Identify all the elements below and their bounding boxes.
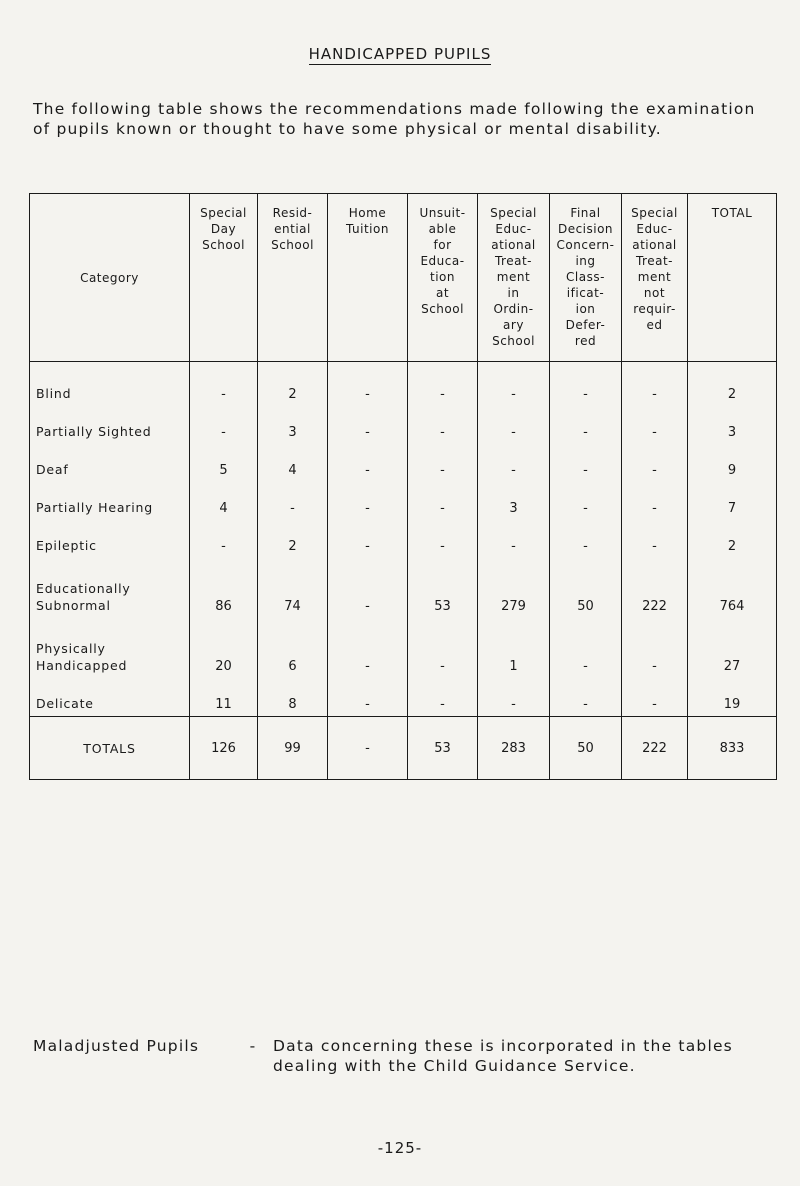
table-cell: 74: [258, 558, 328, 618]
row-category: Physically Handicapped: [30, 618, 190, 678]
table-cell: -: [328, 520, 408, 558]
table-cell: -: [550, 482, 622, 520]
table-cell: -: [258, 482, 328, 520]
table-cell: 50: [550, 717, 622, 780]
table-cell: 27: [688, 618, 777, 678]
table-row: [30, 678, 777, 717]
table-cell: 2: [258, 520, 328, 558]
table-cell: 8: [258, 678, 328, 717]
table-cell: 99: [258, 717, 328, 780]
table-cell: -: [328, 558, 408, 618]
table-cell: -: [408, 520, 478, 558]
table-cell: -: [550, 362, 622, 407]
table-cell: 764: [688, 558, 777, 618]
table-cell: -: [478, 520, 550, 558]
column-header: Special Educ- ational Treat- ment not requir- ed: [622, 194, 688, 362]
table-row: [30, 406, 777, 444]
table-row: [30, 444, 777, 482]
table-cell: -: [328, 717, 408, 780]
table-cell: 4: [258, 444, 328, 482]
table-cell: -: [550, 678, 622, 717]
table-cell: 11: [190, 678, 258, 717]
table-cell: -: [328, 482, 408, 520]
table-cell: 3: [258, 406, 328, 444]
table-cell: 2: [258, 362, 328, 407]
column-header: Home Tuition: [328, 194, 408, 362]
column-header: Special Educ- ational Treat- ment in Ordin- ary School: [478, 194, 550, 362]
table-cell: -: [622, 520, 688, 558]
table-cell: -: [190, 406, 258, 444]
column-header-category: Category: [30, 194, 190, 362]
row-category: Delicate: [30, 678, 190, 717]
page-number: -125-: [377, 1139, 423, 1157]
table-cell: 2: [688, 520, 777, 558]
column-header: Unsuit- able for Educa- tion at School: [408, 194, 478, 362]
table-cell: 222: [622, 717, 688, 780]
table-cell: 9: [688, 444, 777, 482]
table-cell: 283: [478, 717, 550, 780]
table-cell: 20: [190, 618, 258, 678]
table-cell: 53: [408, 717, 478, 780]
table-cell: 6: [258, 618, 328, 678]
table-row: [30, 558, 777, 618]
table-cell: -: [190, 520, 258, 558]
table-cell: -: [328, 444, 408, 482]
table-cell: -: [622, 406, 688, 444]
totals-row: [30, 717, 777, 780]
table-cell: -: [408, 406, 478, 444]
table-cell: -: [408, 362, 478, 407]
table-cell: -: [622, 618, 688, 678]
row-category: Partially Hearing: [30, 482, 190, 520]
table-cell: 5: [190, 444, 258, 482]
note-dash: -: [249, 1037, 257, 1055]
intro-paragraph: The following table shows the recommendations made following the examination of pupils known or thought to have some physical or mental disability.: [33, 100, 756, 138]
table-cell: 833: [688, 717, 777, 780]
table-cell: 50: [550, 558, 622, 618]
table-header-row: [30, 194, 777, 362]
table-cell: 19: [688, 678, 777, 717]
table-row: [30, 618, 777, 678]
table-cell: -: [190, 362, 258, 407]
table-cell: 53: [408, 558, 478, 618]
table-cell: -: [550, 520, 622, 558]
totals-label: TOTALS: [30, 717, 190, 780]
table-cell: -: [408, 444, 478, 482]
table-cell: -: [478, 406, 550, 444]
table-cell: 1: [478, 618, 550, 678]
row-category: Educationally Subnormal: [30, 558, 190, 618]
column-header: Final Decision Concern- ing Class- ificat- ion Defer- red: [550, 194, 622, 362]
table-row: [30, 482, 777, 520]
table-cell: -: [408, 618, 478, 678]
table-cell: -: [550, 444, 622, 482]
row-category: Epileptic: [30, 520, 190, 558]
row-category: Deaf: [30, 444, 190, 482]
table-cell: -: [408, 482, 478, 520]
table-cell: 86: [190, 558, 258, 618]
table-cell: 4: [190, 482, 258, 520]
note-text: Data concerning these is incorporated in the tables dealing with the Child Guidance Service.: [273, 1037, 733, 1075]
table-cell: 279: [478, 558, 550, 618]
table-cell: 2: [688, 362, 777, 407]
table-cell: -: [622, 482, 688, 520]
table-cell: -: [478, 444, 550, 482]
table-cell: -: [550, 618, 622, 678]
table-cell: 126: [190, 717, 258, 780]
maladjusted-note: [33, 1036, 793, 1076]
table-cell: -: [622, 678, 688, 717]
table-cell: -: [478, 362, 550, 407]
handicapped-pupils-table: [29, 193, 777, 780]
row-category: Blind: [30, 362, 190, 407]
note-label: Maladjusted Pupils: [33, 1037, 200, 1055]
table-cell: -: [408, 678, 478, 717]
column-header-total: TOTAL: [688, 194, 777, 362]
table-cell: -: [622, 444, 688, 482]
table-cell: 222: [622, 558, 688, 618]
table-cell: -: [328, 362, 408, 407]
table-cell: 3: [478, 482, 550, 520]
table-row: [30, 520, 777, 558]
column-header: Special Day School: [190, 194, 258, 362]
table-cell: 3: [688, 406, 777, 444]
table-cell: 7: [688, 482, 777, 520]
table-cell: -: [622, 362, 688, 407]
page-title: HANDICAPPED PUPILS: [308, 45, 492, 63]
table-cell: -: [550, 406, 622, 444]
column-header: Resid- ential School: [258, 194, 328, 362]
table-cell: -: [478, 678, 550, 717]
table-cell: -: [328, 618, 408, 678]
row-category: Partially Sighted: [30, 406, 190, 444]
table-row: [30, 362, 777, 407]
table-cell: -: [328, 406, 408, 444]
table-cell: -: [328, 678, 408, 717]
